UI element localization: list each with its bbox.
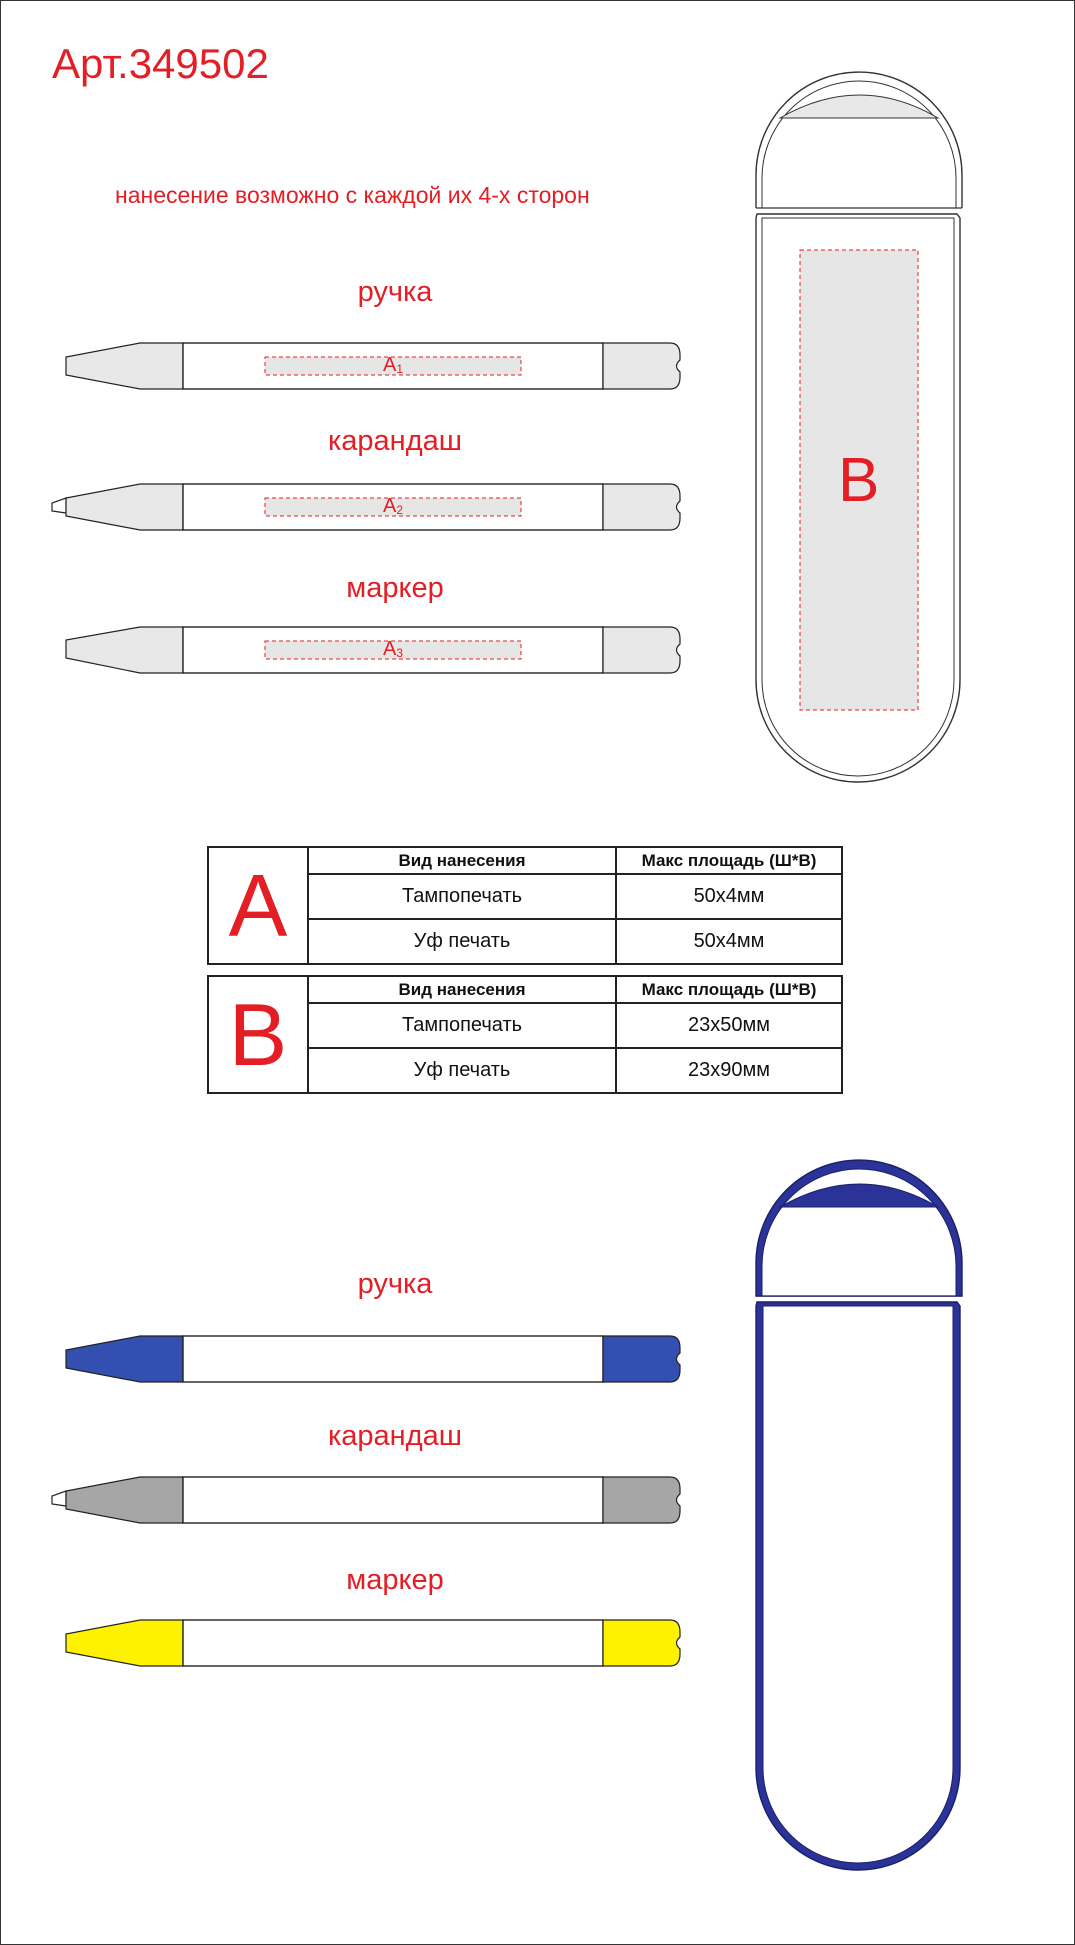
zone-label-a1: $A_1$ <box>382 354 404 376</box>
article-title: Арт.349502 <box>52 40 269 87</box>
table-row: Тампопечать 23x50мм <box>208 1003 842 1048</box>
zone-label-a2: $A_2$ <box>382 495 404 517</box>
table-letter-a: A <box>208 847 308 964</box>
case-outline <box>756 72 962 782</box>
zone-label-a3: $A_3$ <box>382 638 404 660</box>
table-header-area: Макс площадь (Ш*В) <box>616 976 842 1003</box>
spec-table-a <box>207 846 843 965</box>
item-label-marker: маркер <box>346 572 444 604</box>
colored-label-pencil: карандаш <box>327 1420 463 1452</box>
colored-label-marker: маркер <box>346 1564 444 1596</box>
item-label-pen: ручка <box>357 276 433 308</box>
table-header-area: Макс площадь (Ш*В) <box>616 847 842 874</box>
table-letter-b: B <box>208 976 308 1093</box>
print-note: нанесение возможно с каждой их 4-х сторон <box>115 182 590 208</box>
case-colored <box>756 1160 962 1870</box>
table-header-method: Вид нанесения <box>308 847 616 874</box>
pencil-colored <box>52 1477 680 1523</box>
case-zone-letter: B <box>838 446 880 515</box>
spec-table-b <box>207 975 843 1094</box>
table-header-method: Вид нанесения <box>308 976 616 1003</box>
colored-label-pen: ручка <box>357 1268 433 1300</box>
item-label-pencil: карандаш <box>327 425 463 457</box>
pen-colored <box>66 1336 680 1382</box>
table-row: Уф печать 23x90мм <box>208 1048 842 1093</box>
table-row: Тампопечать 50x4мм <box>208 874 842 919</box>
table-row: Уф печать 50x4мм <box>208 919 842 964</box>
marker-colored <box>66 1620 680 1666</box>
